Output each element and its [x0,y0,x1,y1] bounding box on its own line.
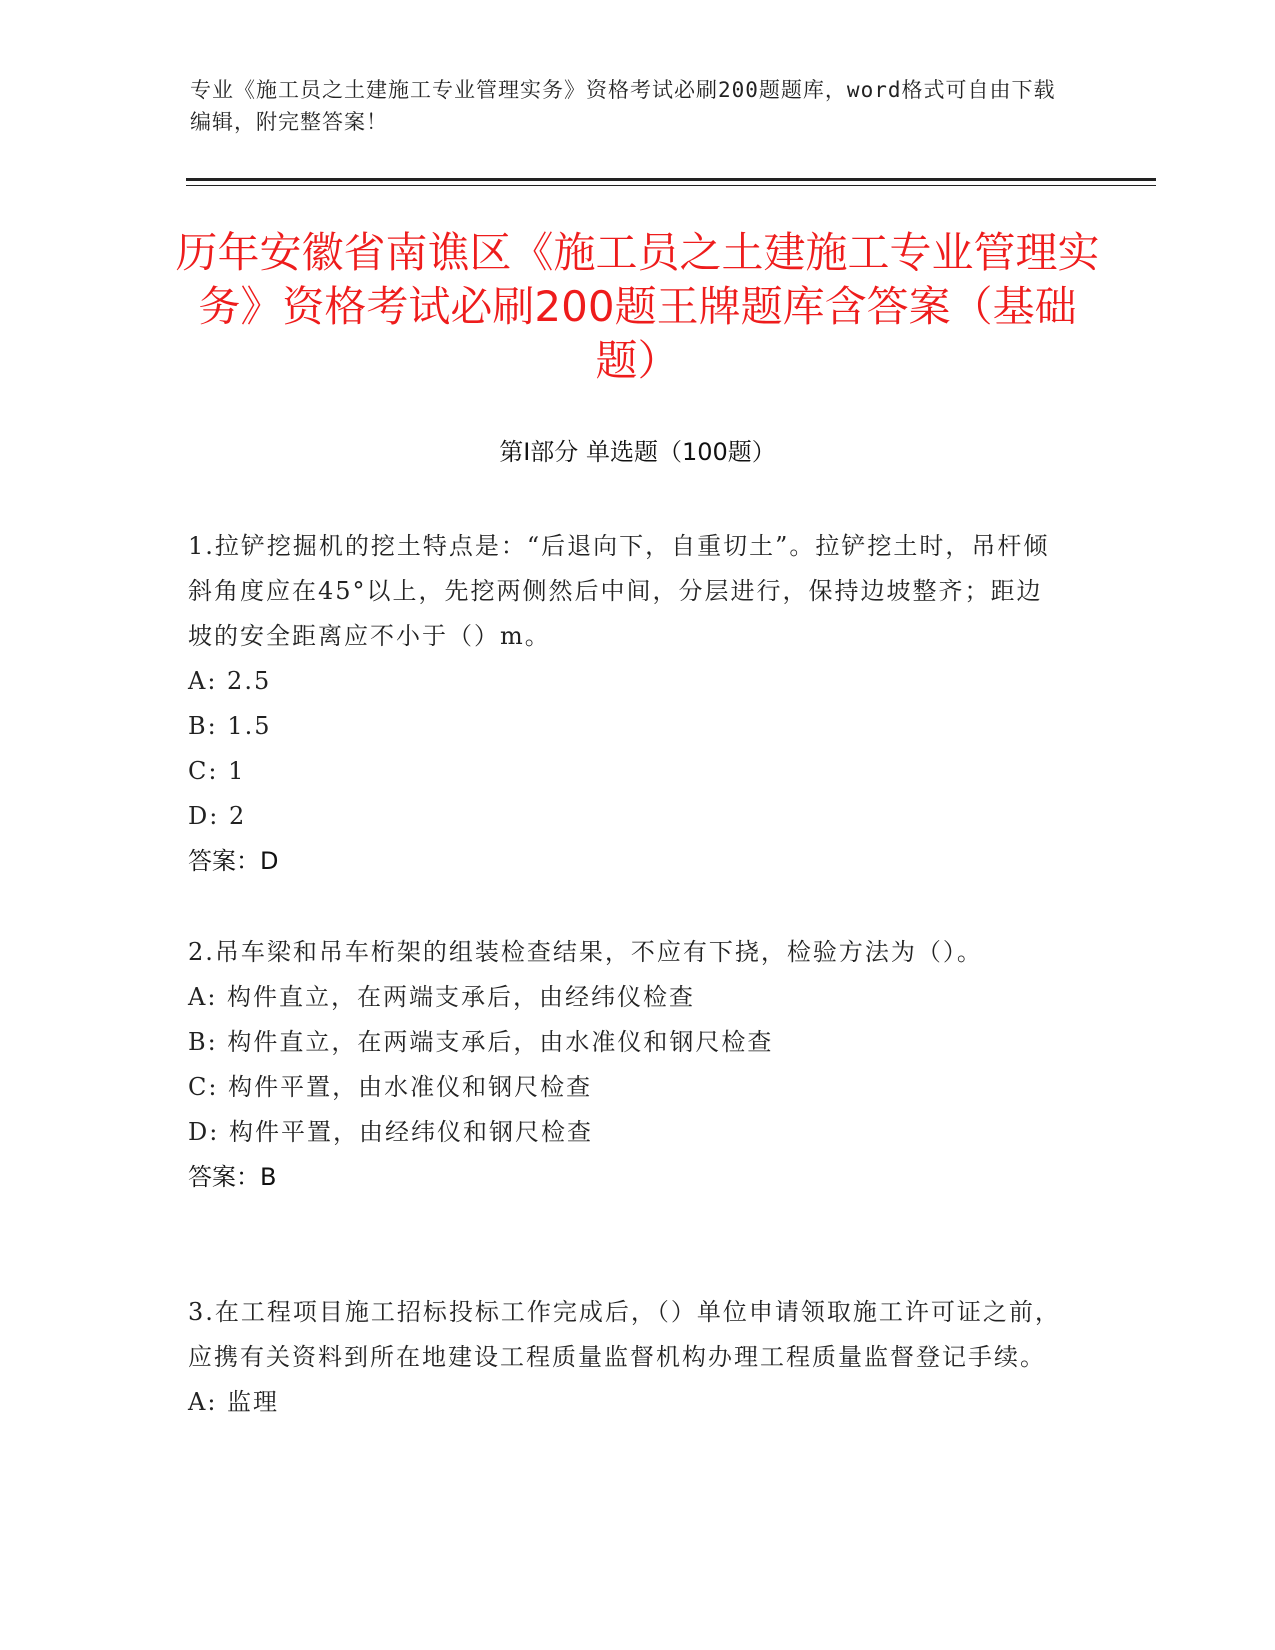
question-1 [188,524,1068,884]
option-c: C: 构件平置，由水准仪和钢尺检查 [188,1073,593,1101]
option-b: B: 构件直立，在两端支承后，由水准仪和钢尺检查 [188,1028,774,1056]
option-a: A: 监理 [188,1388,280,1416]
document-title: 历年安徽省南谯区《施工员之土建施工专业管理实务》资格考试必刷200题王牌题库含答案（基础题） [175,228,1100,385]
option-d: D: 构件平置，由经纬仪和钢尺检查 [188,1118,593,1146]
header-rule-thin [186,185,1156,186]
header-rule-thick [186,178,1156,181]
section-title: 第Ⅰ部分 单选题（100题） [499,438,776,466]
question-stem: 3.在工程项目施工招标投标工作完成后，（）单位申请领取施工许可证之前，应携有关资料到所在地建设工程质量监督机构办理工程质量监督登记手续。 [188,1298,1061,1371]
question-2 [188,930,1068,1200]
answer: 答案：B [188,1163,277,1191]
question-3 [188,1290,1068,1425]
option-a: A: 2.5 [188,667,272,695]
question-stem: 2.吊车梁和吊车桁架的组装检查结果，不应有下挠，检验方法为（）。 [188,938,983,966]
option-a: A: 构件直立，在两端支承后，由经纬仪检查 [188,983,696,1011]
header-note: 专业《施工员之土建施工专业管理实务》资格考试必刷200题题库，word格式可自由下载编辑，附完整答案！ [190,78,1056,134]
option-d: D: 2 [188,802,247,830]
question-stem: 1.拉铲挖掘机的挖土特点是：“后退向下，自重切土”。拉铲挖土时，吊杆倾斜角度应在45°以上，先挖两侧然后中间，分层进行，保持边坡整齐；距边坡的安全距离应不小于（）m。 [188,532,1050,650]
answer: 答案：D [188,847,279,875]
option-b: B: 1.5 [188,712,272,740]
option-c: C: 1 [188,757,246,785]
